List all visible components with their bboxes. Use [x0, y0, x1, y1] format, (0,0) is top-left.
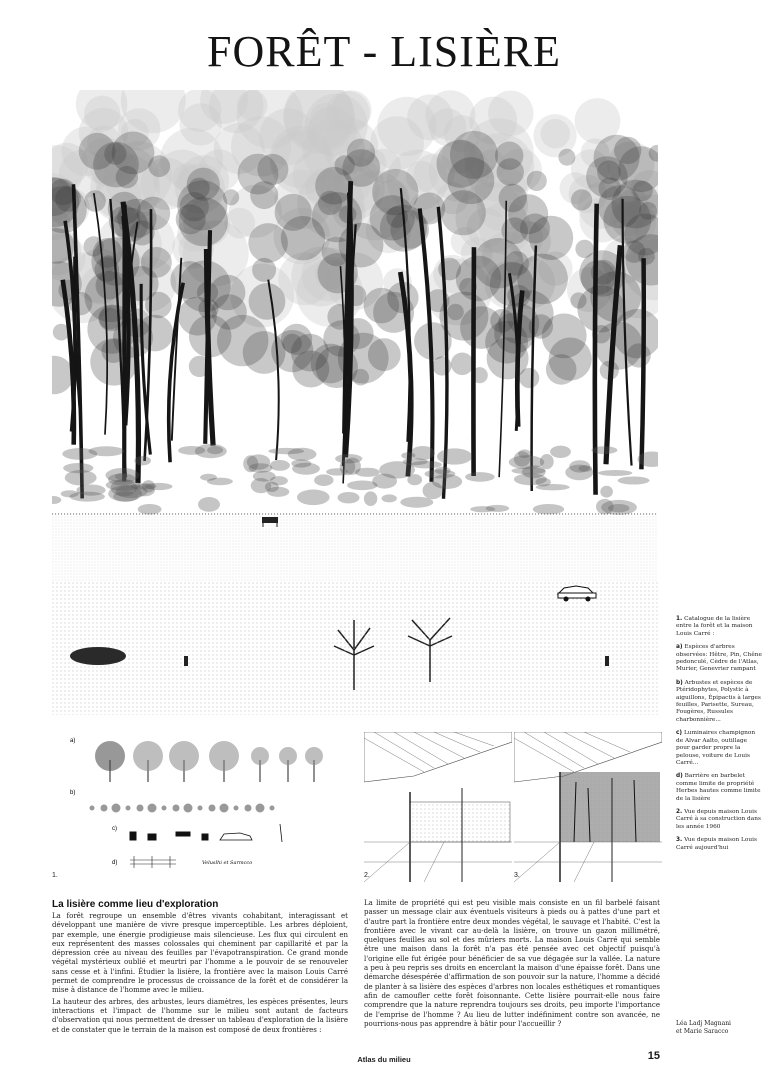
- catalog-row-d: d): [112, 860, 118, 866]
- caption-item: 1. Catalogue de la lisière entre la forêt et la maison Louis Carré :: [676, 616, 753, 637]
- caption-item: c) Luminaires champignon de Alvar Aalto, outillage pour garder propre la pelouse, voiture de Louis Carré...: [676, 730, 756, 766]
- caption-item: b) Arbustes et espèces de Ptéridophytes, Polystic à aiguillons, Épipactis à larges feuilles, Parisette, Sureau, Fougères, Russules charbonnière...: [676, 679, 761, 723]
- figure-1-label: 1.: [52, 872, 58, 879]
- paragraph: La limite de propriété qui est peu visible mais consiste en un fil barbelé faisant passer un message clair aux éventuels visiteurs à pieds ou à pattes d'une part et d'autre part la frontière entre deux mondes végétal, le sauvage et l'habité. C'est la frontière avec le vivant car au-delà la lisière, on trouve un gazon millimétré, quelques feuilles au sol et des mûriers morts. La maison Louis Carré qui semble être une maison dans la forêt n'a pas été pensée avec cet objectif puisqu'à l'origine elle fut érigée pour bénéficier de sa vue dégagée sur la vallée. La nature a peu à peu repris ses droits en encerclant la maison d'une épaisse forêt. Dans une démarche désespérée d'affirmation de son pouvoir sur la nature, l'homme a décidé de planter à sa lisière des espèces d'arbres non locales esthétiques et romantiques afin de camoufler cette forêt foisonnante. Cette lisière pourrait-elle nous faire comprendre que la nature reprendra toujours ses droits, peu importe l'importance de l'emprise de l'homme ? Au lieu de lutter indéfiniment contre son avancée, ne pourrions-nous pas apprendre à bâtir pour l'accueillir ?: [364, 899, 660, 1028]
- catalog-row-b: b): [70, 790, 76, 796]
- forest-drawing: [52, 90, 658, 715]
- catalog-signature: Veluslhi et Sarmcco: [202, 860, 253, 866]
- figure-2-label: 2.: [364, 872, 370, 879]
- catalog-fence: [130, 856, 176, 868]
- view-construction-1960: [364, 732, 512, 882]
- section-heading: La lisière comme lieu d'exploration: [52, 899, 219, 910]
- authors: Léa Ladj Magnani et Marie Saracco: [676, 1020, 731, 1035]
- catalog-row-c: c): [112, 826, 117, 832]
- caption-item: a) Espèces d'arbres observées: Hêtre, Pin, Chêne pedonculé, Cèdre de l'Atlas, Murier, Genevrier rampant: [676, 644, 762, 673]
- forest-edge-illustration: [52, 90, 658, 715]
- hedge-drawing: [70, 647, 126, 665]
- page-number: 15: [647, 1050, 660, 1062]
- caption-item: 3. Vue depuis maison Louis Carré aujourd'hui: [676, 837, 757, 851]
- caption-item: d) Barrière en barbelet comme limite de propriété Herbes hautes comme limite de la lisière: [676, 773, 761, 802]
- caption-item: 2. Vue depuis maison Louis Carré à sa construction dans les année 1960: [676, 808, 761, 830]
- lawn-strip: [52, 512, 658, 582]
- text-column-left: [52, 912, 348, 1037]
- figure-3-label: 3.: [514, 872, 520, 879]
- paragraph: La hauteur des arbres, des arbustes, leurs diamètres, les espèces présentes, leurs interactions et l'impact de l'homme sur le milieu sont autant de facteurs d'observation qui nous permettent de dresser un tableau d'exploration de la lisière et de constater que le terrain de la maison est composé de deux frontières :: [52, 997, 348, 1034]
- catalog-objects: [130, 824, 282, 842]
- catalog-row-a: a): [70, 738, 76, 744]
- catalog-illustration: [52, 732, 348, 882]
- figure-caption: [676, 616, 762, 858]
- paragraph: La forêt regroupe un ensemble d'êtres vivants cohabitant, interagissant et développant une manière de vivre presque imperceptible. Les arbres déploient, par exemple, une énergie prodigieuse mais silencieuse. Les flux qui circulent en eux représentent des masses colossales qui cheminent par capillarité et par la dépression crée au niveau des feuilles par l'évapotranspiration. Ce grand monde végétal mystérieux oublié et meurtri par l'homme a le pouvoir de se renouveler sans cesse et à l'infini. Étudier la lisière, la frontière avec la maison Louis Carré permet de comprendre le processus de croissance de la forêt et de considérer la mise à distance de l'homme avec le milieu.: [52, 912, 348, 995]
- text-column-right: [364, 899, 660, 1031]
- publication-name: Atlas du milieu: [357, 1055, 411, 1064]
- view-today: [514, 732, 662, 882]
- page-title: FORÊT - LISIÈRE: [207, 27, 561, 76]
